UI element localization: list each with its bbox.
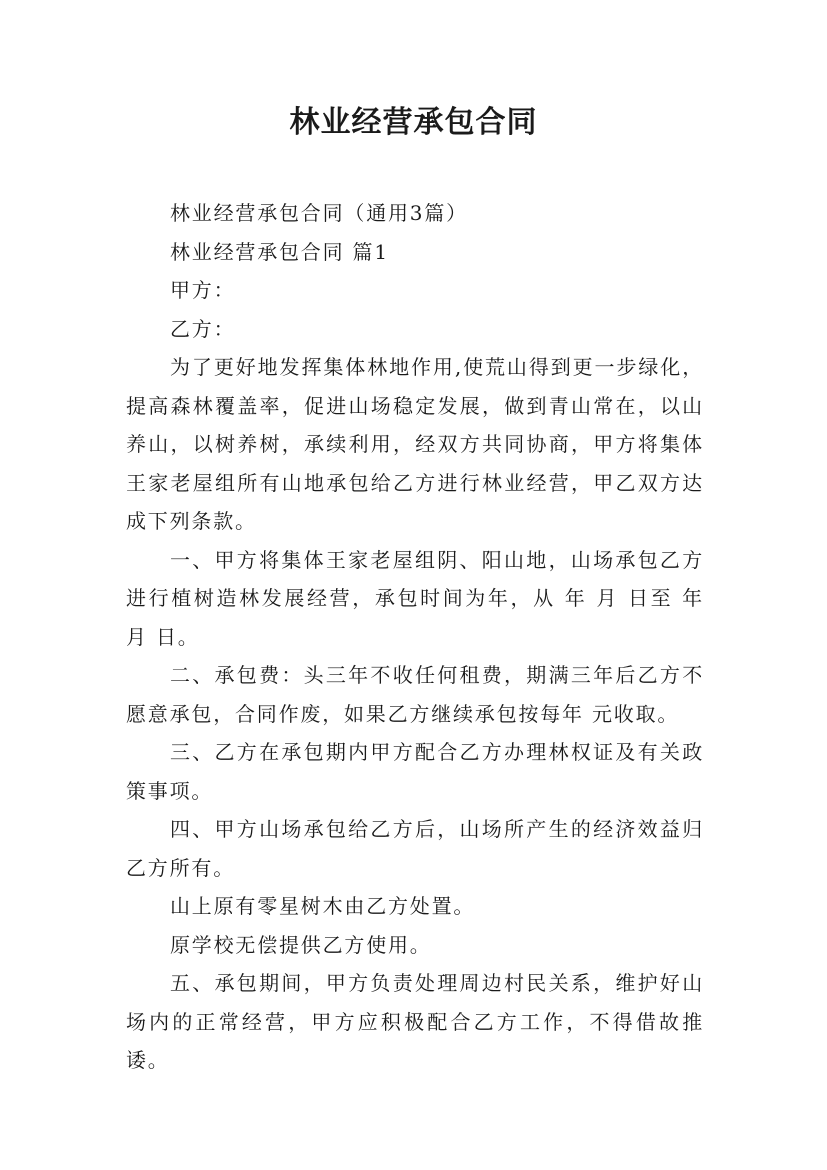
paragraph-clause-5: 五、承包期间，甲方负责处理周边村民关系，维护好山场内的正常经营，甲方应积极配合乙方工作，不得借故推诿。 [126, 971, 704, 1072]
document-title: 林业经营承包合同 [289, 105, 538, 140]
paragraph-subtitle: 林业经营承包合同（通用3篇） [170, 201, 468, 225]
paragraph-clause-2: 二、承包费：头三年不收任何租费，期满三年后乙方不愿意承包，合同作废，如果乙方继续承包按每年 元收取。 [126, 663, 704, 726]
paragraph-party-a: 甲方： [170, 278, 236, 302]
paragraph-clause-4: 四、甲方山场承包给乙方后，山场所产生的经济效益归乙方所有。 [126, 817, 704, 880]
paragraph-clause-3: 三、乙方在承包期内甲方配合乙方办理林权证及有关政策事项。 [126, 740, 704, 803]
paragraph-clause-1: 一、甲方将集体王家老屋组阴、阳山地，山场承包乙方进行植树造林发展经营，承包时间为年，从 年 月 日至 年 月 日。 [126, 547, 704, 649]
paragraph-note-trees: 山上原有零星树木由乙方处置。 [170, 894, 476, 918]
paragraph-preamble: 为了更好地发挥集体林地作用,使荒山得到更一步绿化，提高森林覆盖率，促进山场稳定发展，做到青山常在，以山养山，以树养树，承续利用，经双方共同协商，甲方将集体王家老屋组所有山地承包给乙方进行林业经营，甲乙双方达成下列条款。 [126, 355, 704, 533]
document-body [126, 194, 704, 1080]
paragraph-note-school: 原学校无偿提供乙方使用。 [170, 932, 432, 957]
paragraph-section-heading: 林业经营承包合同 篇1 [170, 239, 389, 264]
paragraph-party-b: 乙方： [170, 316, 236, 341]
